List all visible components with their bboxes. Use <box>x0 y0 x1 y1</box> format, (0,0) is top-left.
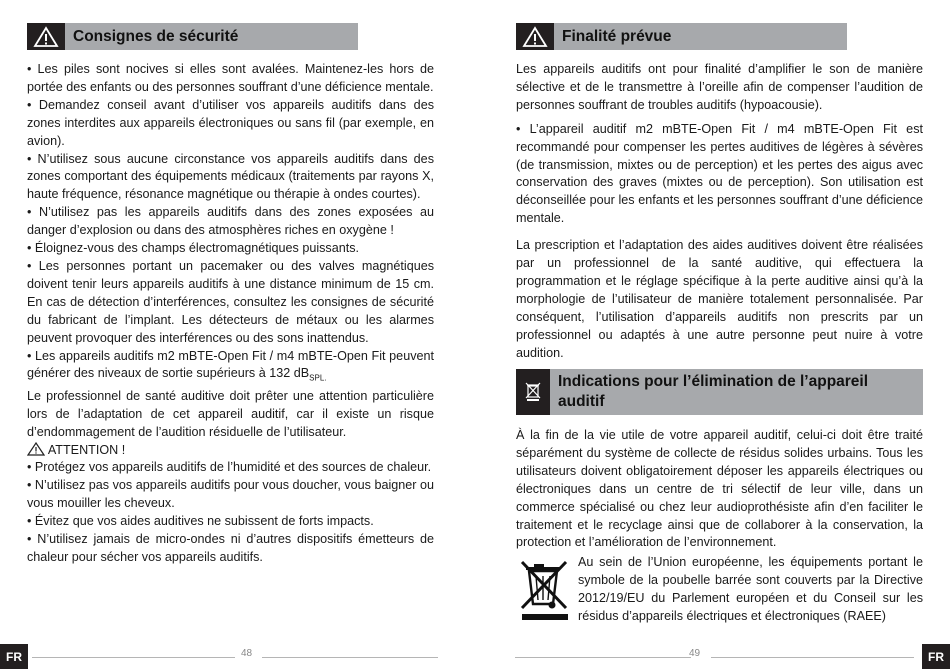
purpose-column <box>516 61 923 363</box>
safety-item: • Éloignez-vous des champs électromagnétiques puissants. <box>27 241 360 256</box>
footer-divider <box>262 657 438 658</box>
safety-item: • N’utilisez pas les appareils auditifs dans des zones exposées au danger d’explosion ou dans des atmosphères riches en oxygène ! <box>27 205 434 238</box>
weee-bin-icon <box>516 554 578 630</box>
warning-icon <box>516 23 554 50</box>
safety-item: • Les personnes portant un pacemaker ou des valves magnétiques doivent tenir leurs appareils auditifs à une distance minimum de 15 cm. En cas de détection d’interférences, consultez les consignes de sécurité du fabricant de l’implant. Les détecteurs de métaux ou les alarmes peuvent provoquer des interférences ou des sons inattendus. <box>27 258 434 345</box>
warning-icon <box>27 442 45 456</box>
page-number: 48 <box>241 648 253 659</box>
disposal-title: Indications pour l’élimination de l’appareil auditif <box>558 373 869 410</box>
page-number: 49 <box>689 648 701 659</box>
safety-item: • Protégez vos appareils auditifs de l’humidité et des sources de chaleur. <box>27 460 432 475</box>
safety-column <box>27 61 434 567</box>
right-page <box>475 0 950 669</box>
attention-label: ATTENTION ! <box>47 442 126 457</box>
crossed-bin-icon <box>516 369 550 415</box>
language-tag: FR <box>0 644 28 669</box>
footer-divider <box>711 657 914 658</box>
professional-warning: Le professionnel de santé auditive doit prêter une attention particulière lors de l’adaptation de cet appareil auditif, car il existe un risque d’endommagement de l’audition résiduelle de l’utilisateur. <box>27 388 434 439</box>
safety-item: • Demandez conseil avant d’utiliser vos appareils auditifs dans des zones interdites aux appareils électroniques ou sans fil (par exemple, en avion). <box>27 97 434 148</box>
disposal-paragraph: À la fin de la vie utile de votre appareil auditif, celui-ci doit être traité séparément du système de collecte de résidus solides urbains. Tous les utilisateurs doivent obligatoirement déposer les appareils électriques ou électroniques dans un centre de tri sélectif de leur ville, dans un commerce spécialisé ou chez leur audioprothésiste afin d’en faciliter le traitement et le recyclage ainsi que de collaborer à la conservation, la protection et l’amélioration de l’environnement. <box>516 428 923 550</box>
purpose-paragraph: La prescription et l’adaptation des aides auditives doivent être réalisées par un professionnel de la santé auditive, qui effectuera la programmation et le réglage spécifique à la perte auditive ainsi qu’à la morphologie de l’utilisateur de manière totalement personnalisée. Par conséquent, l’utilisation d’appareils auditifs non prescrits par un professionnel ou adaptés à une autre personne peut nuire à votre audition. <box>516 238 923 360</box>
disposal-column <box>516 427 923 630</box>
warning-icon <box>27 23 65 50</box>
weee-paragraph: Au sein de l’Union européenne, les équipements portant le symbole de la poubelle barrée sont couverts par la Directive 2012/19/EU du Parlement européen et du Conseil sur les résidus d’appareils électriques et électroniques (RAEE) <box>578 555 923 624</box>
purpose-paragraph: • L’appareil auditif m2 mBTE-Open Fit / m4 mBTE-Open Fit est recommandé pour compenser les pertes auditives de légères à sévères (de transmission, mixtes ou de perception) et les pertes des aigus avec conservation des graves (mixtes ou de perception). Son utilisation est déconseillée pour les enfants et les personnes souffrant d’une déficience mentale. <box>516 121 923 226</box>
spl-subscript: SPL. <box>309 373 327 383</box>
safety-item: • N’utilisez pas vos appareils auditifs pour vous doucher, vous baigner ou vous mouiller les cheveux. <box>27 478 434 511</box>
safety-item: • N’utilisez jamais de micro-ondes ni d’autres dispositifs émetteurs de chaleur pour sécher vos appareils auditifs. <box>27 532 434 564</box>
purpose-paragraph: Les appareils auditifs ont pour finalité d’amplifier le son de manière sélective et de le transmettre à l’oreille afin de compenser l’audition de personnes souffrant de troubles auditifs (hypoacousie). <box>516 62 923 112</box>
purpose-title: Finalité prévue <box>562 27 672 45</box>
safety-header <box>27 23 358 50</box>
safety-item: • Les piles sont nocives si elles sont avalées. Maintenez-les hors de portée des enfants ou des personnes souffrant d’une déficience mentale. <box>27 62 434 94</box>
output-level-item <box>27 348 434 388</box>
disposal-header <box>516 369 923 415</box>
safety-title: Consignes de sécurité <box>73 27 239 45</box>
safety-item: • Évitez que vos aides auditives ne subissent de forts impacts. <box>27 514 374 529</box>
footer-divider <box>32 657 235 658</box>
purpose-header <box>516 23 847 50</box>
output-level-text: • Les appareils auditifs m2 mBTE-Open Fit / m4 mBTE-Open Fit peuvent générer des niveaux de sortie supérieurs à 132 dB <box>27 348 434 381</box>
footer-divider <box>515 657 691 658</box>
safety-item: • N’utilisez sous aucune circonstance vos appareils auditifs dans des zones comportant des équipements médicaux (traitements par rayons X, haute fréquence, résonance magnétique ou thérapie à ondes courtes). <box>27 151 434 202</box>
attention-line <box>27 442 434 460</box>
language-tag: FR <box>922 644 950 669</box>
weee-block <box>516 554 923 630</box>
